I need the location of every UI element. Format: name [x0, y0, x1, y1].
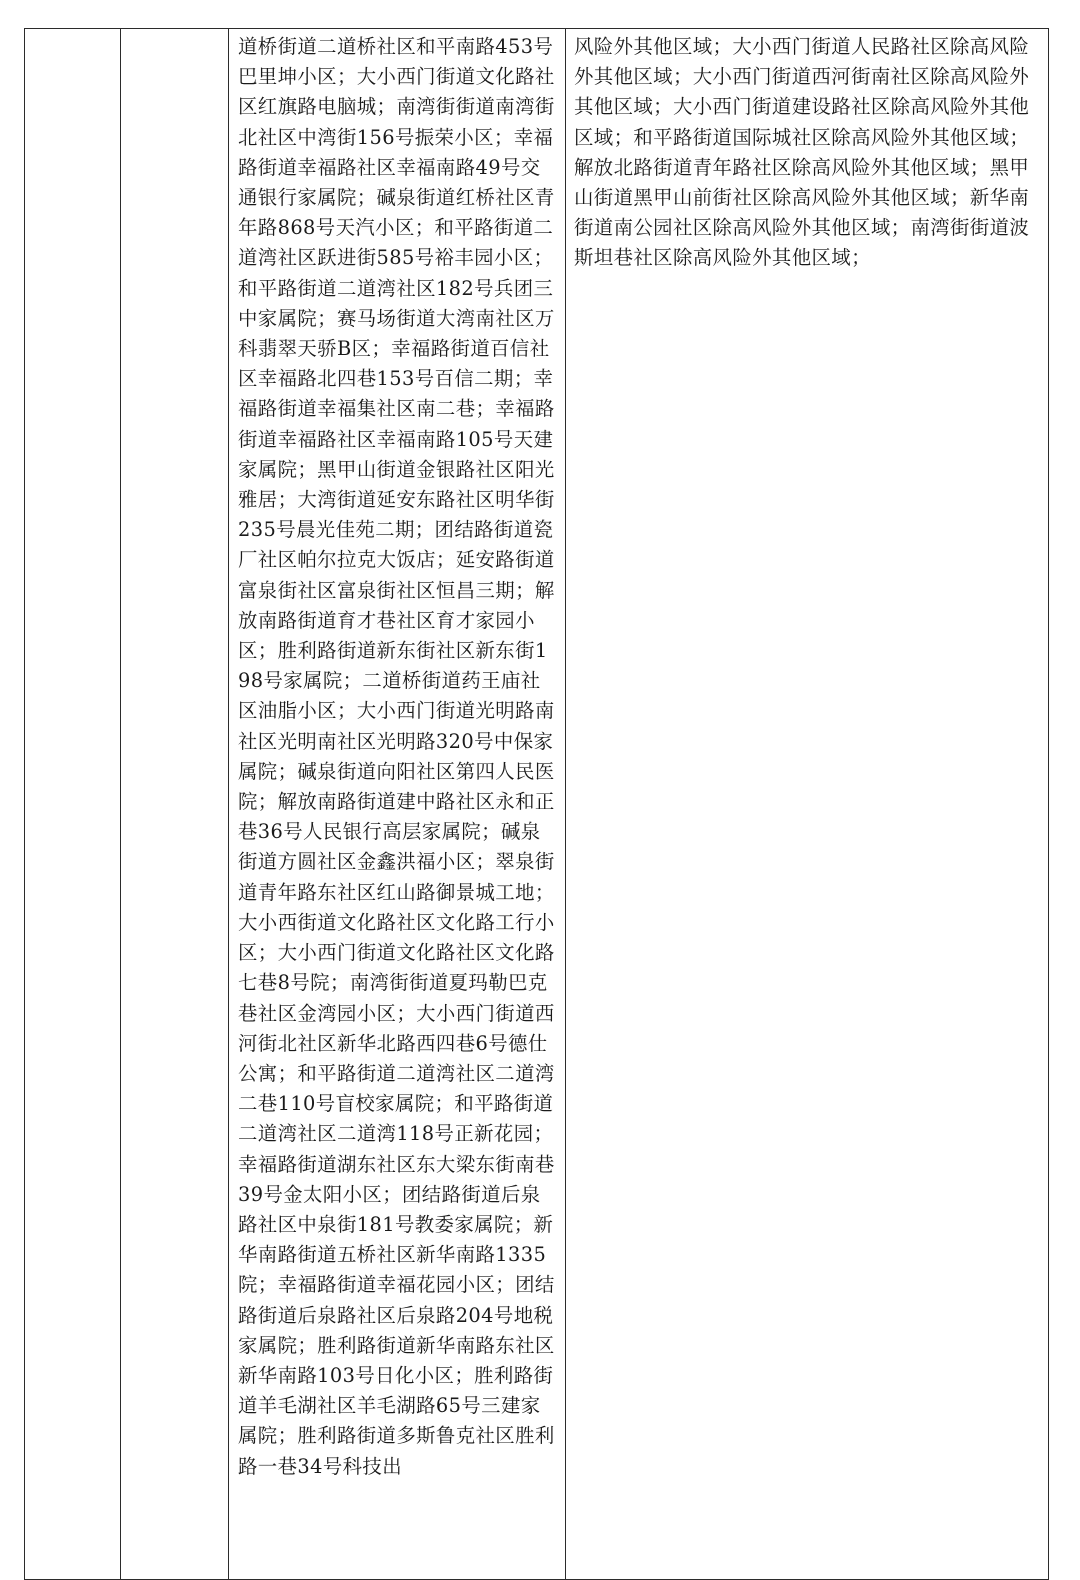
community-list-text: 道桥街道二道桥社区和平南路453号巴里坤小区；大小西门街道文化路社区红旗路电脑城；南湾街街道南湾街北社区中湾街156号振荣小区；幸福路街道幸福路社区幸福南路49号交通银行家属院；碱泉街道红桥社区青年路868号天汽小区；和平路街道二道湾社区跃进街585号裕丰园小区；和平路街道二道湾社区182号兵团三中家属院；赛马场街道大湾南社区万科翡翠天骄B区；幸福路街道百信社区幸福路北四巷153号百信二期；幸福路街道幸福集社区南二巷；幸福路街道幸福路社区幸福南路105号天建家属院；黑甲山街道金银路社区阳光雅居；大湾街道延安东路社区明华街235号晨光佳苑二期；团结路街道瓷厂社区帕尔拉克大饭店；延安路街道富泉街社区富泉街社区恒昌三期；解放南路街道育才巷社区育才家园小区；胜利路街道新东街社区新东街198号家属院；二道桥街道药王庙社区油脂小区；大小西门街道光明路南社区光明南社区光明路320号中保家属院；碱泉街道向阳社区第四人民医院；解放南路街道建中路社区永和正巷36号人民银行高层家属院；碱泉街道方圆社区金鑫洪福小区；翠泉街道青年路东社区红山路御景城工地；大小西街道文化路社区文化路工行小区；大小西门街道文化路社区文化路七巷8号院；南湾街街道夏玛勒巴克巷社区金湾园小区；大小西门街道西河街北社区新华北路西四巷6号德仕公寓；和平路街道二道湾社区二道湾二巷110号盲校家属院；和平路街道二道湾社区二道湾118号正新花园；幸福路街道湖东社区东大梁东街南巷39号金太阳小区；团结路街道后泉路社区中泉街181号教委家属院；新华南路街道五桥社区新华南路1335院；幸福路街道幸福花园小区；团结路街道后泉路社区后泉路204号地税家属院；胜利路街道新华南路东社区新华南路103号日化小区；胜利路街道羊毛湖社区羊毛湖路65号三建家属院；胜利路街道多斯鲁克社区胜利路一巷34号科技出 [238, 35, 555, 1478]
table-row [25, 29, 1049, 1580]
cell-text-col2 [121, 29, 228, 32]
risk-area-table [24, 28, 1049, 1580]
table-cell-col1 [25, 29, 121, 1580]
table-cell-col2 [121, 29, 229, 1580]
table-cell-community-list [229, 29, 566, 1580]
cell-text-col1 [25, 29, 120, 32]
other-areas-text: 风险外其他区域；大小西门街道人民路社区除高风险外其他区域；大小西门街道西河街南社区除高风险外其他区域；大小西门街道建设路社区除高风险外其他区域；和平路街道国际城社区除高风险外其他区域；解放北路街道青年路社区除高风险外其他区域；黑甲山街道黑甲山前街社区除高风险外其他区域；新华南街道南公园社区除高风险外其他区域；南湾街街道波斯坦巷社区除高风险外其他区域； [574, 35, 1030, 270]
table-cell-other-areas [566, 29, 1049, 1580]
